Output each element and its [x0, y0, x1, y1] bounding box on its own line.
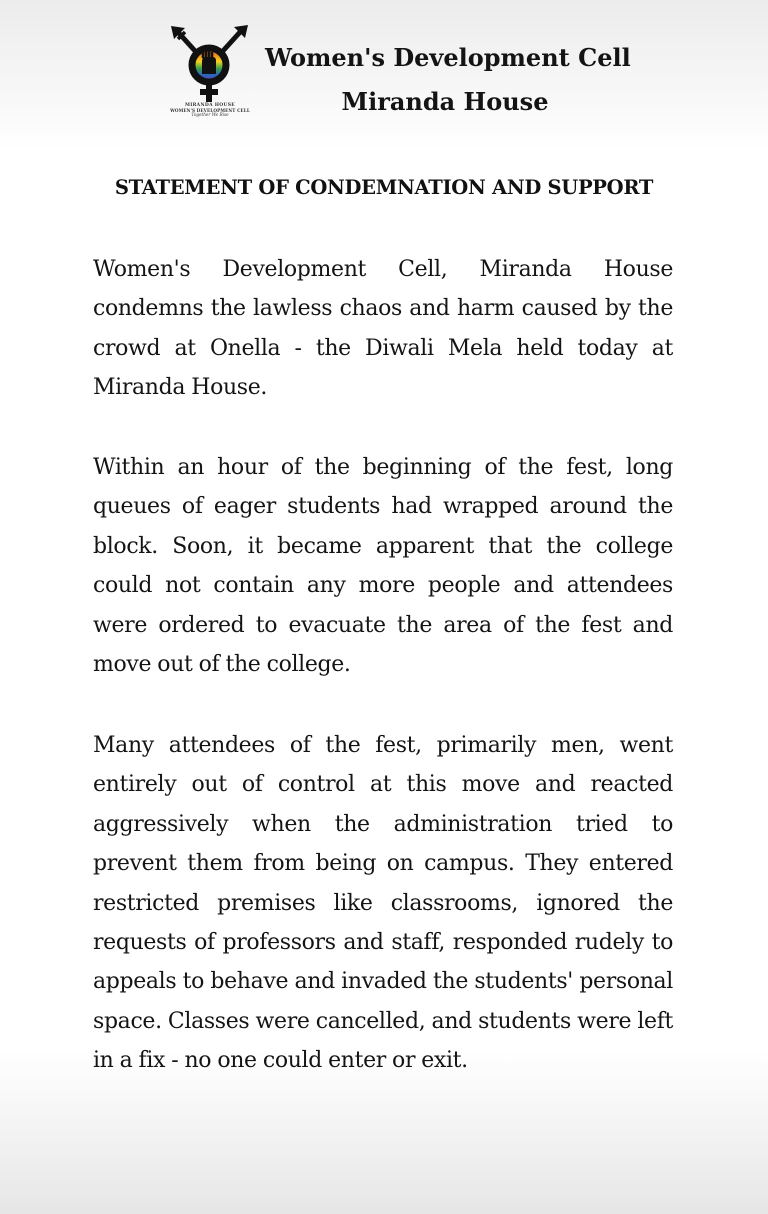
org-title-line1: Women's Development Cell: [265, 43, 631, 72]
logo-caption: [165, 104, 255, 118]
paragraph-2: Within an hour of the beginning of the fest, long queues of eager students had wrapped around the block. Soon, it became apparent that the college could not contain any more people and attendees were ordered to evacuate the area of the fest and move out of the college.: [93, 455, 673, 678]
org-title: [265, 36, 631, 124]
paragraph-3: Many attendees of the fest, primarily men, went entirely out of control at this move and reacted aggressively when the administration tried to prevent them from being on campus. They entered restricted premises like classrooms, ignored the requests of professors and staff, responded rudely to appeals to behave and invaded the students' personal space. Classes were cancelled, and students were left in a fix - no one could enter or exit.: [93, 733, 673, 1074]
org-title-line2: Miranda House: [341, 87, 549, 116]
header: [165, 22, 635, 132]
statement-heading: STATEMENT OF CONDEMNATION AND SUPPORT: [114, 176, 654, 199]
gender-symbol-fist-icon: [165, 22, 255, 106]
logo-caption-line2: WOMEN'S DEVELOPMENT CELL: [170, 107, 250, 113]
logo-caption-line1: MIRANDA HOUSE: [184, 103, 236, 108]
wdc-logo: [165, 22, 255, 132]
logo-caption-line3: Together We Rise: [191, 112, 229, 118]
paragraph-1: Women's Development Cell, Miranda House condemns the lawless chaos and harm caused by the crowd at Onella - the Diwali Mela held today at Miranda House.: [93, 257, 673, 401]
